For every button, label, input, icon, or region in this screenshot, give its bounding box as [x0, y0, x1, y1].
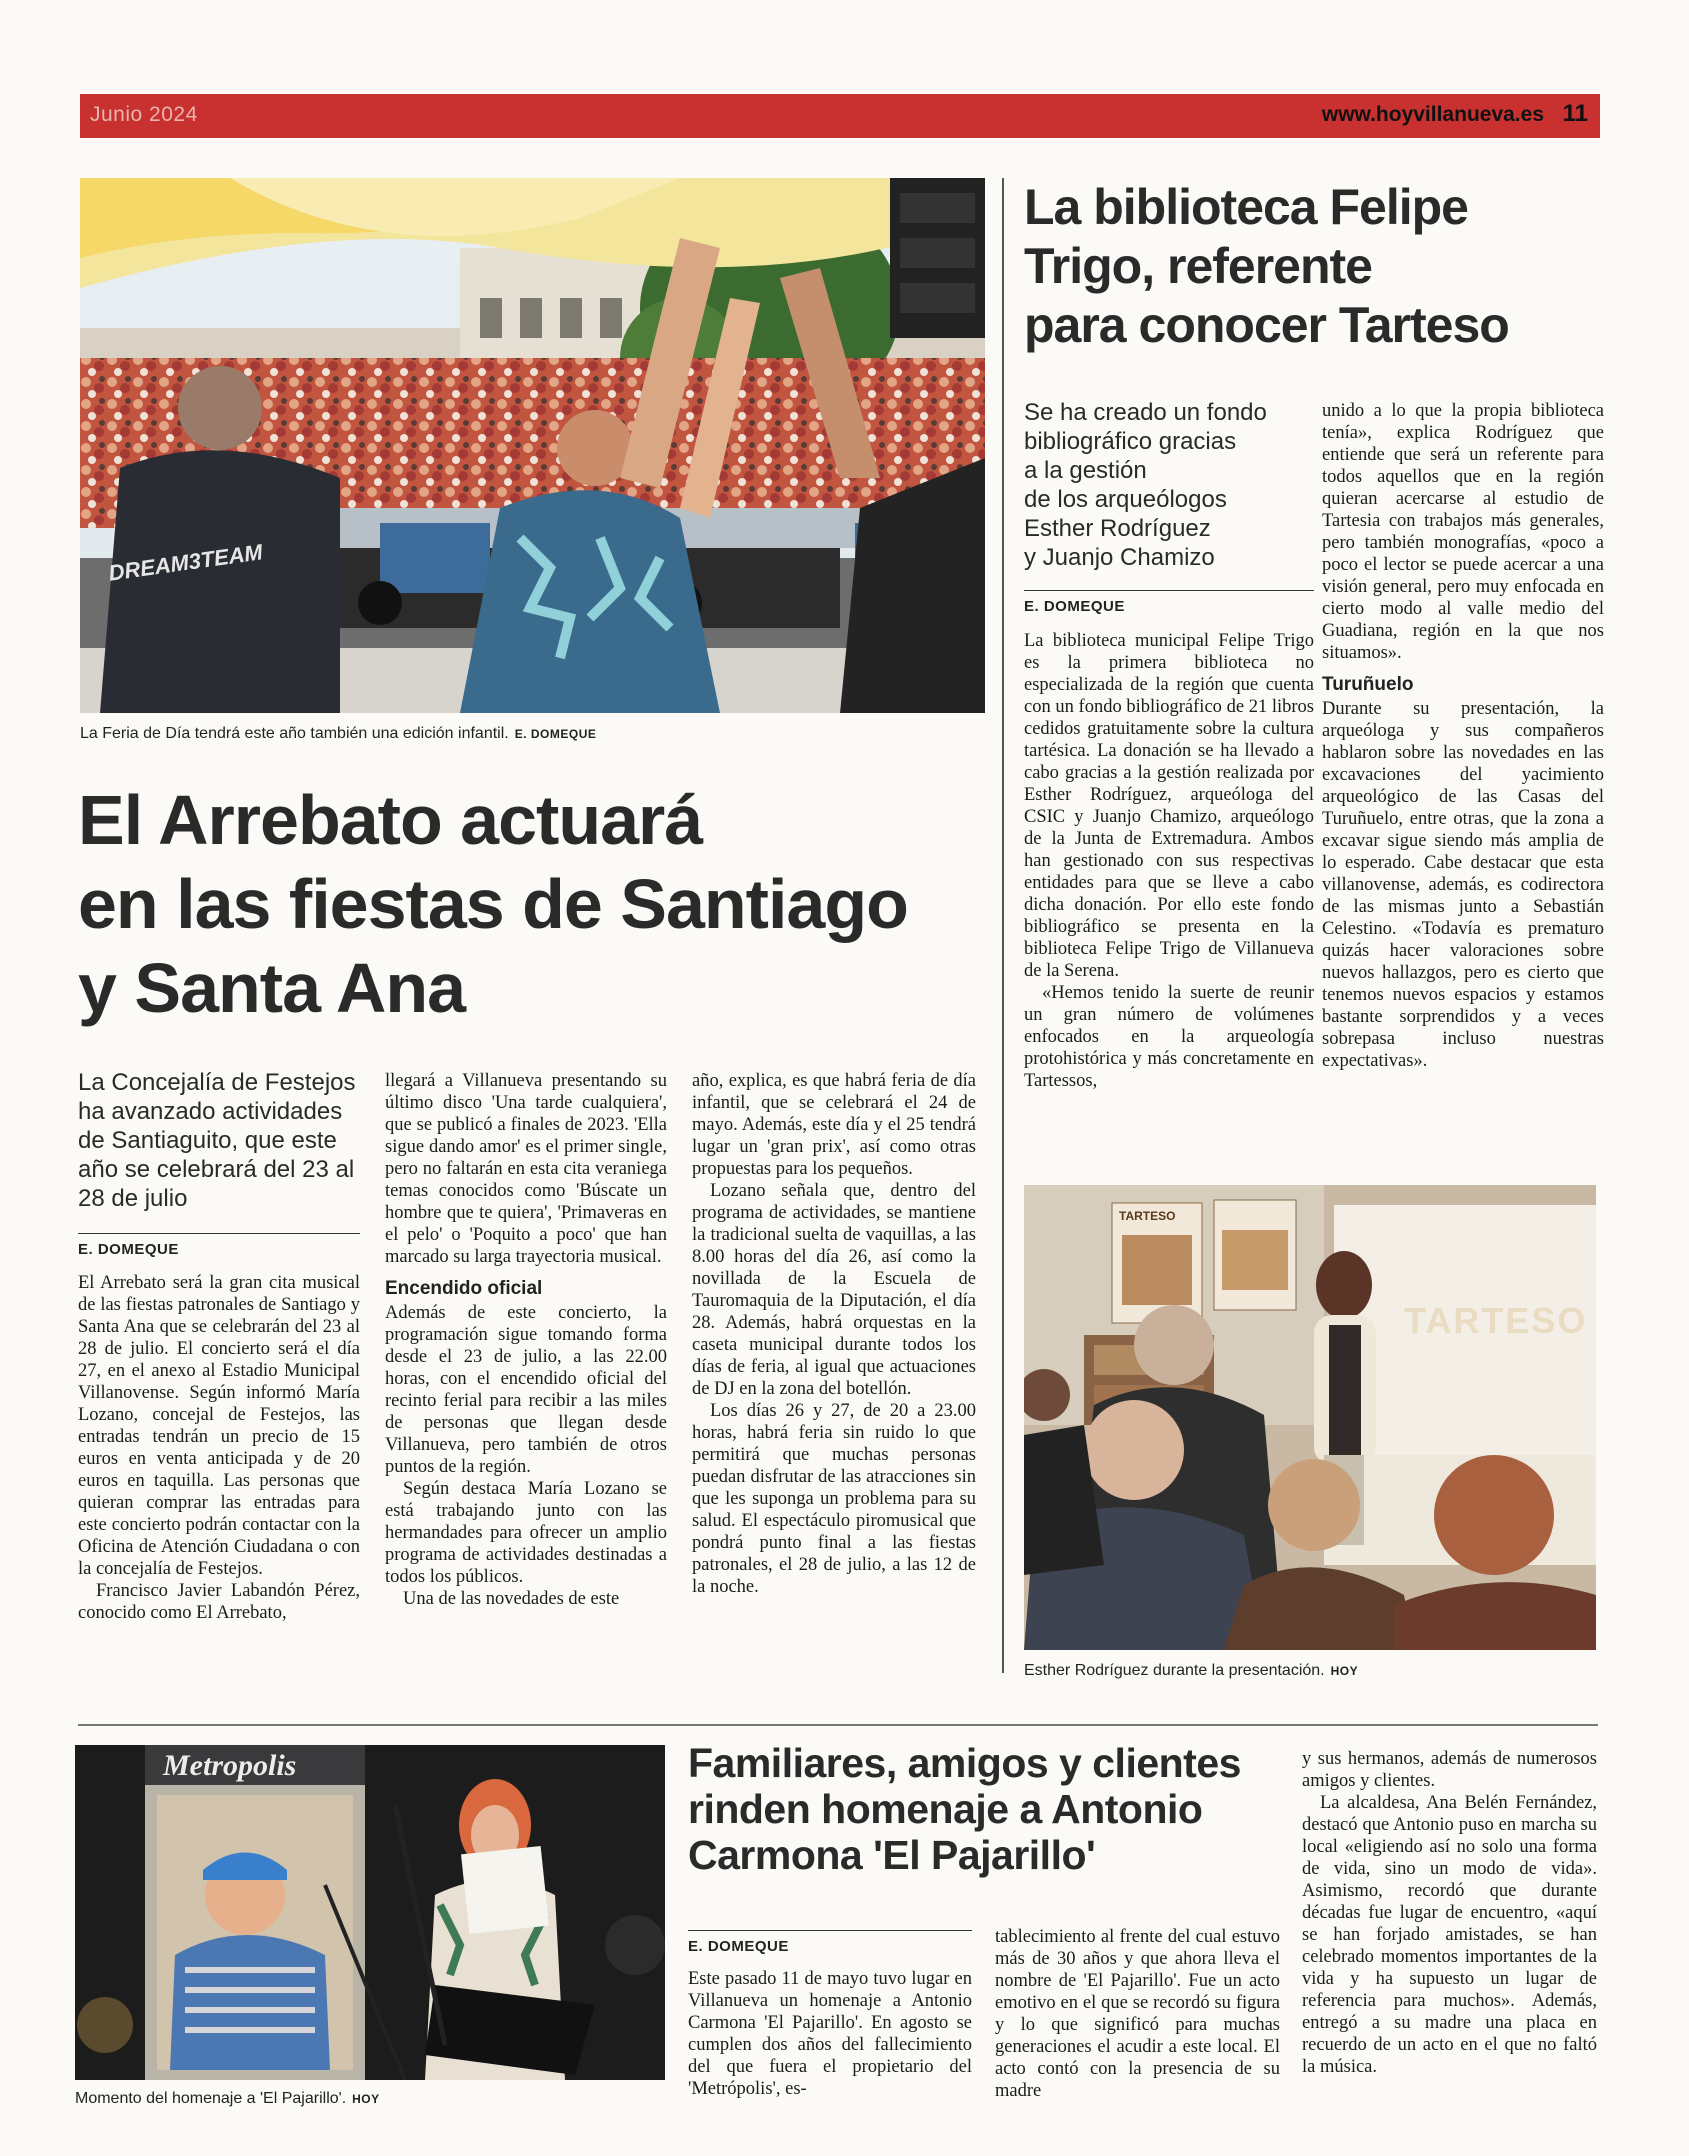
- paragraph: Francisco Javier Labandón Pérez, conocido como El Arrebato,: [78, 1581, 360, 1623]
- paragraph: La biblioteca municipal Felipe Trigo es la primera biblioteca no especializada de la región que cuenta con un fondo bibliográfico de 21 libros cedidos gratuitamente sobre la cultura tartésica. La donación se ha llevado a cabo gracias a la gestión realizada por Esther Rodríguez, arqueóloga del CSIC y Juanjo Chamizo, arqueólogo de la Junta de Extremadura. Ambos han gestionado con sus respectivas entidades para que se lleve a cabo dicha donación. Por ello este fondo bibliográfico se presenta en la biblioteca Felipe Trigo de Villanueva de la Serena.: [1024, 631, 1314, 981]
- paragraph: Una de las novedades de este: [403, 1589, 620, 1609]
- issue-date: Junio 2024: [90, 103, 198, 126]
- section-heading: Encendido oficial: [385, 1278, 543, 1299]
- article1-byline: E. DOMEQUE: [78, 1233, 360, 1258]
- homenaje-photo-caption: [75, 2090, 675, 2108]
- article2-subhead: [1024, 398, 1314, 572]
- headline-line: para conocer Tarteso: [1024, 297, 1509, 353]
- paragraph: Durante su presentación, la arqueóloga y sus compañeros hablaron sobre las novedades en las excavaciones del yacimiento arqueológico de las Casas del Turuñuelo, entre otras, que la zona a excavar sigue siendo más amplia de lo esperado. Cabe destacar que esta villanovense, además, es codirectora de las mismas junto a Sebastián Celestino. «Todavía es prematuro quizás hacer valoraciones sobre nuevos hallazgos, pero es cierto que tenemos nuevos espacios y estamos bastante sorprendidos y a veces sobrepasa incluso nuestras expectativas».: [1322, 699, 1604, 1071]
- paragraph: y sus hermanos, además de numerosos amigos y clientes.: [1302, 1749, 1597, 1791]
- article1-subhead: La Concejalía de Festejos ha avanzado actividades de Santiaguito, que este año se celebrará del 23 al 28 de julio: [78, 1069, 356, 1212]
- caption-text: Esther Rodríguez durante la presentación.: [1024, 1662, 1325, 1679]
- subhead-line: de los arqueólogos: [1024, 486, 1227, 513]
- subhead-line: y Juanjo Chamizo: [1024, 544, 1215, 571]
- article3-column-3: [1302, 1748, 1597, 2078]
- paragraph: La alcaldesa, Ana Belén Fernández, destacó que Antonio puso en marcha su local «eligiendo así no solo una forma de vida, sino un modo de vida». Asimismo, recordó que durante décadas fue lugar de encuentro, «aquí se han forjado amistades, se han celebrado momentos importantes de la vida y ha supuesto un lugar de referencia para muchos». Además, entregó a su madre una placa en recuerdo de un acto en el que no faltó la música.: [1302, 1793, 1597, 2077]
- article2-byline: E. DOMEQUE: [1024, 590, 1314, 615]
- paragraph: Según destaca María Lozano se está trabajando junto con las hermandades para ofrecer un amplio programa de actividades destinadas a todos los públicos.: [385, 1479, 667, 1587]
- screen-text: TARTESO: [1404, 1300, 1588, 1341]
- feria-crowd-image: [80, 178, 985, 713]
- headline-line: en las fiestas de Santiago: [78, 865, 908, 943]
- subhead-line: bibliográfico gracias: [1024, 428, 1237, 455]
- headline-line: Familiares, amigos y clientes: [688, 1740, 1241, 1786]
- paragraph: año, explica, es que habrá feria de día infantil, que se celebrará el 24 de mayo. Además, este día y el 25 tendrá lugar un 'gran prix', así como otras propuestas para los pequeños.: [692, 1071, 976, 1179]
- article1-column-2: [385, 1070, 667, 1610]
- presentation-photo-caption: [1024, 1662, 1596, 1680]
- paragraph: tablecimiento al frente del cual estuvo más de 30 años y que ahora lleva el nombre de 'El Pajarillo'. Fue un acto emotivo en el que se recordó su figura y lo que significó para muchas generaciones el acudir a este local. El acto contó con la presencia de su madre: [995, 1927, 1280, 2101]
- paragraph: Los días 26 y 27, de 20 a 23.00 horas, habrá feria sin ruido lo que permitirá que muchas personas puedan disfrutar de las atracciones sin que les suponga un problema para su salud. El espectáculo piromusical que pondrá punto final a las fiestas patronales, el 28 de julio, a las 12 de la noche.: [692, 1401, 976, 1597]
- headline-line: Trigo, referente: [1024, 238, 1372, 294]
- paragraph: Este pasado 11 de mayo tuvo lugar en Villanueva un homenaje a Antonio Carmona 'El Pajarillo'. En agosto se cumplen dos años del fallecimiento del que fuera el propietario del 'Metrópolis', es-: [688, 1969, 972, 2099]
- website-url[interactable]: www.hoyvillanueva.es: [1321, 103, 1544, 126]
- section-divider: [78, 1724, 1598, 1726]
- photo-credit: E. DOMEQUE: [514, 727, 597, 741]
- article1-headline: [78, 778, 983, 1030]
- photo-credit: HOY: [352, 2092, 380, 2106]
- page-number: 11: [1562, 100, 1588, 127]
- headline-line: rinden homenaje a Antonio: [688, 1786, 1203, 1832]
- article3-column-2: [995, 1926, 1280, 2102]
- paragraph: llegará a Villanueva presentando su último disco 'Una tarde cualquiera', que se publicó a finales de 2023. 'Ella sigue dando amor' es el primer single, pero no faltarán en esta cita veraniega temas conocidos como 'Búscate un hombre que te quiera', 'Primaveras en el pelo' o 'Poquito a poco' que han marcado su larga trayectoria musical.: [385, 1071, 667, 1267]
- column-divider: [1002, 178, 1004, 1673]
- article1-column-1: [78, 1272, 360, 1624]
- section-heading: Turuñuelo: [1322, 674, 1414, 695]
- paragraph: Lozano señala que, dentro del programa de actividades, se mantiene la tradicional suelta de vaquillas, a las 8.00 horas del día 26, así como la novillada de la Escuela de Tauromaquia de la Diputación, el día 28. Además, habrá orquestas en la caseta municipal durante todos los días de feria, al igual que actuaciones de DJ en la zona del botellón.: [692, 1181, 976, 1399]
- caption-text: Momento del homenaje a 'El Pajarillo'.: [75, 2090, 347, 2107]
- homenaje-image: [75, 1745, 665, 2080]
- article3-headline: [688, 1740, 1241, 1878]
- homenaje-photo: [75, 1745, 665, 2080]
- subhead-line: a la gestión: [1024, 457, 1147, 484]
- presentation-photo: [1024, 1185, 1596, 1650]
- paragraph: «Hemos tenido la suerte de reunir un gran número de volúmenes enfocados en la arqueología protohistórica y más concretamente en Tartessos,: [1024, 983, 1314, 1091]
- paragraph: El Arrebato será la gran cita musical de las fiestas patronales de Santiago y Santa Ana que se celebrarán del 23 al 28 de julio. El concierto será el día 27, en el anexo al Estadio Municipal Villanovense. Según informó María Lozano, concejal de Festejos, las entradas tendrán un precio de 15 euros en venta anticipada y de 20 euros en taquilla. Las personas que quieran comprar las entradas para este concierto podrán contactar con la Oficina de Atención Ciudadana o con la concejalía de Festejos.: [78, 1273, 360, 1579]
- article3-column-1: [688, 1968, 972, 2100]
- metropolis-sign: Metropolis: [163, 1749, 297, 1782]
- feria-photo: [80, 178, 985, 713]
- presentation-image: [1024, 1185, 1596, 1650]
- article3-byline: E. DOMEQUE: [688, 1930, 972, 1955]
- article2-column-1: [1024, 630, 1314, 1092]
- paragraph: unido a lo que la propia biblioteca tenía», explica Rodríguez que entiende que será un referente para todos aquellos que en la región quieran acercarse al estudio de Tartesia con trabajos más generales, pero también monografías, «poco a poco el lector se puede acercar a una visión general, pero muy enfocada en cierto modo al valle medio del Guadiana, región en la que nos situamos».: [1322, 401, 1604, 663]
- paragraph: Además de este concierto, la programación sigue tomando forma desde el 23 de julio, a las 22.00 horas, con el encendido oficial del recinto ferial para recibir a las miles de personas que llegan desde Villanueva, pero también de otros puntos de la región.: [385, 1303, 667, 1477]
- headline-line: La biblioteca Felipe: [1024, 179, 1468, 235]
- poster-title: TARTESO: [1119, 1209, 1176, 1223]
- page-header-bar: [80, 94, 1600, 138]
- photo-credit: HOY: [1330, 1664, 1359, 1678]
- headline-line: y Santa Ana: [78, 949, 466, 1027]
- shirt-logo-text: DREAM3TEAM: [106, 539, 265, 586]
- caption-text: La Feria de Día tendrá este año también una edición infantil.: [80, 725, 509, 742]
- feria-photo-caption: [80, 725, 985, 743]
- article2-column-2: [1322, 400, 1604, 1072]
- headline-line: Carmona 'El Pajarillo': [688, 1832, 1096, 1878]
- article1-column-3: [692, 1070, 976, 1598]
- subhead-line: Se ha creado un fondo: [1024, 399, 1267, 426]
- article2-headline: [1024, 178, 1614, 355]
- subhead-line: Esther Rodríguez: [1024, 515, 1211, 542]
- headline-line: El Arrebato actuará: [78, 781, 703, 859]
